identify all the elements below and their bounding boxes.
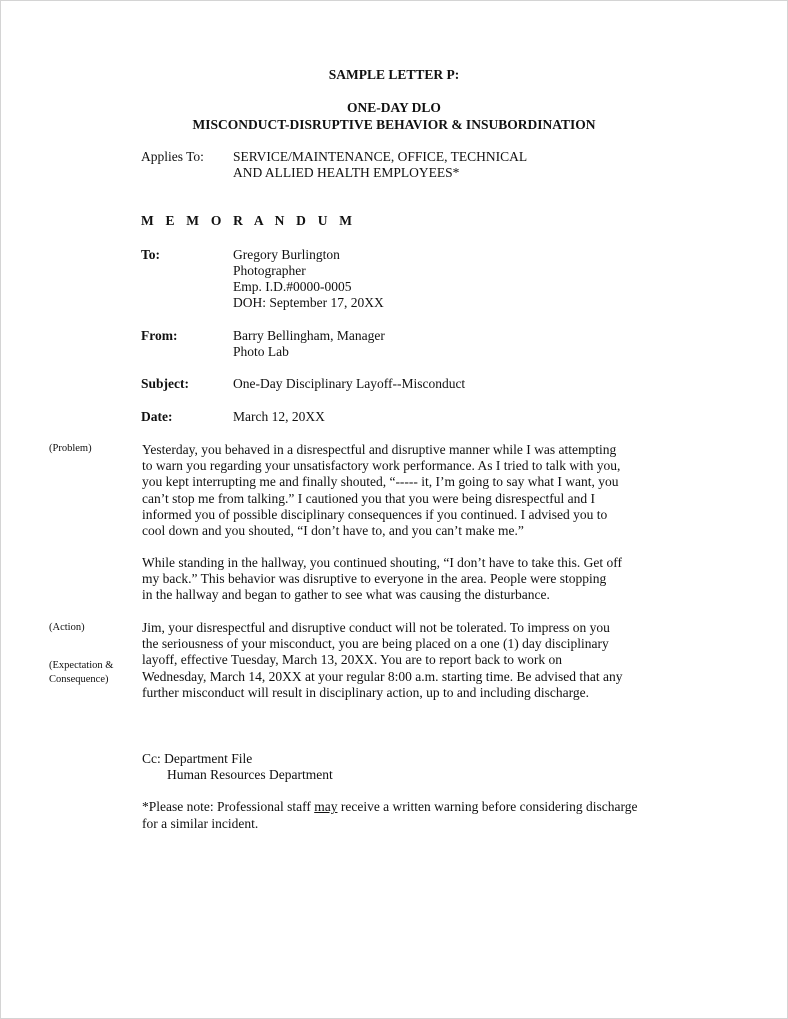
date-label: Date: (141, 409, 173, 424)
paragraph-problem (142, 442, 620, 539)
footnote-line-1 (142, 799, 637, 815)
footnote-text: *Please note: Professional staff (142, 799, 315, 814)
paragraph-line: Wednesday, March 14, 20XX at your regular 8:00 a.m. starting time. Be advised that any (142, 668, 623, 684)
from-label: From: (141, 328, 178, 343)
paragraph-line: Yesterday, you behaved in a disrespectful and disruptive manner while I was attempting (142, 442, 617, 457)
subject-value: One-Day Disciplinary Layoff--Misconduct (233, 376, 466, 391)
paragraph-line: to warn you regarding your unsatisfactory work performance. As I tried to talk with you, (142, 458, 621, 474)
to-line: Gregory Burlington (233, 247, 340, 262)
paragraph-line: layoff, effective Tuesday, March 13, 20XX. You are to report back to work on (142, 652, 563, 668)
applies-to-line-1: SERVICE/MAINTENANCE, OFFICE, TECHNICAL (233, 149, 528, 164)
margin-note-problem: (Problem) (49, 443, 92, 454)
to-line: Photographer (233, 263, 306, 278)
paragraph-line: further misconduct will result in disciplinary action, up to and including discharge. (142, 684, 590, 700)
footnote-text: receive a written warning before considering discharge (337, 799, 638, 814)
paragraph-line: While standing in the hallway, you continued shouting, “I don’t have to take this. Get off (142, 555, 623, 570)
margin-note-consequence: Consequence) (49, 674, 109, 685)
paragraph-line: informed you of possible disciplinary consequences if you continued. I advised you to (142, 506, 608, 522)
document-title: ONE-DAY DLO (347, 100, 441, 115)
paragraph-line: Jim, your disrespectful and disruptive conduct will not be tolerated. To impress on you (142, 620, 610, 635)
from-line: Barry Bellingham, Manager (233, 328, 385, 343)
margin-note-action: (Action) (49, 622, 85, 633)
paragraph-line: can’t stop me from talking.” I cautioned you that you were being disrespectful and I (142, 490, 595, 506)
footnote-line-2: for a similar incident. (142, 816, 259, 831)
cc-line-2: Human Resources Department (167, 767, 333, 782)
from-line: Photo Lab (233, 344, 289, 359)
cc-line-1: Cc: Department File (142, 751, 253, 766)
paragraph-hallway (142, 555, 622, 604)
applies-to-line-2: AND ALLIED HEALTH EMPLOYEES* (233, 165, 460, 180)
date-value: March 12, 20XX (233, 409, 325, 424)
sample-letter-label: SAMPLE LETTER P: (328, 67, 460, 82)
to-line: Emp. I.D.#0000-0005 (233, 279, 352, 294)
memorandum-heading: M E M O R A N D U M (141, 213, 357, 228)
document-subtitle: MISCONDUCT-DISRUPTIVE BEHAVIOR & INSUBORDINATION (192, 117, 596, 132)
paragraph-line: you kept interrupting me and finally shouted, “----- it, I’m going to say what I want, you (142, 474, 619, 490)
subject-label: Subject: (141, 376, 189, 391)
to-label: To: (141, 247, 161, 262)
applies-to-label: Applies To: (141, 149, 204, 164)
paragraph-action (142, 620, 623, 701)
margin-note-expectation: (Expectation & (49, 660, 114, 671)
paragraph-line: in the hallway and began to gather to see what was causing the disturbance. (142, 587, 550, 603)
footnote-emphasis: may (314, 799, 338, 814)
paragraph-line: the seriousness of your misconduct, you are being placed on a one (1) day disciplinary (142, 636, 609, 652)
paragraph-line: cool down and you shouted, “I don’t have to, and you can’t make me.” (142, 523, 524, 539)
paragraph-line: my back.” This behavior was disruptive to everyone in the area. People were stopping (142, 571, 607, 587)
to-line: DOH: September 17, 20XX (233, 295, 384, 310)
